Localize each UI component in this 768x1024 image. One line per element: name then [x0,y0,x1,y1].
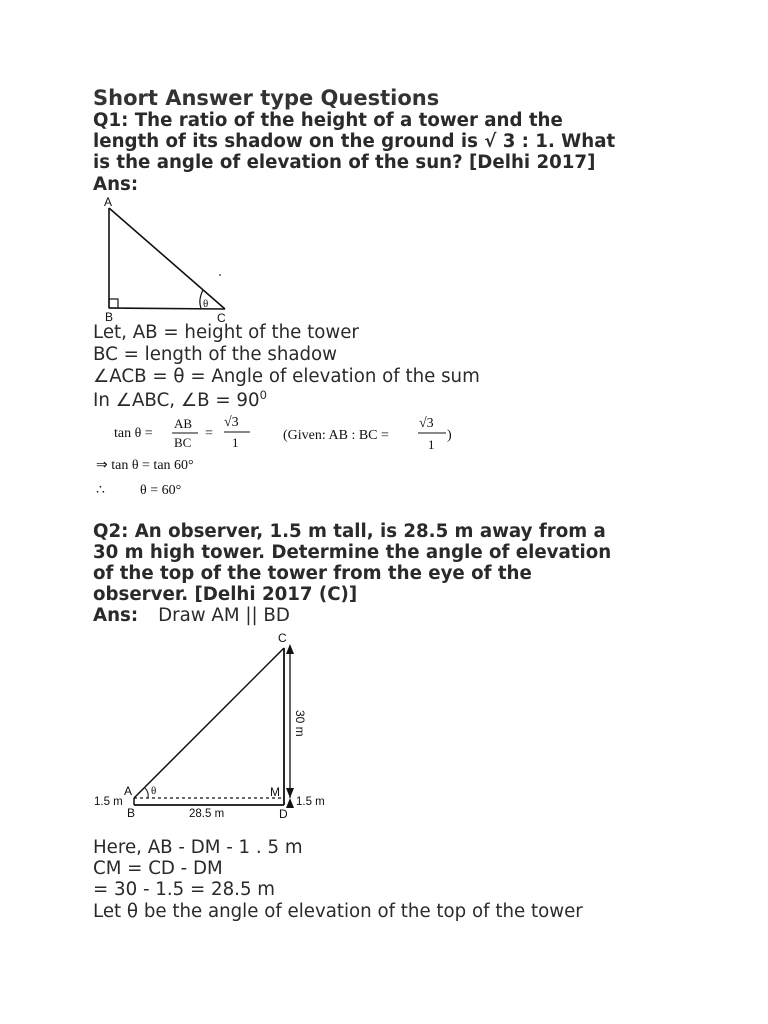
q2-line-3: of the top of the tower from the eye of the [93,563,532,584]
q2-tower-figure [94,628,344,824]
q2-arrow-head-top [286,644,294,654]
q1-in-abc-text: In ∠ABC, ∠B = 90 [93,390,260,411]
q1-triangle-figure [95,192,245,324]
q1-frac-ab: AB [174,416,193,431]
q1-solution-line-4 [93,390,267,410]
q1-right-angle-mark [109,299,118,308]
q1-frac-sqrt3: √3 [224,415,239,430]
q2-ans-label: Ans: [93,605,139,626]
q1-given-sqrt3: √3 [419,416,434,431]
q1-line-2: length of its shadow on the ground is √ 3 : 1. What [93,131,616,152]
q1-therefore-symbol: ∴ [96,483,105,498]
q2-line-2: 30 m high tower. Determine the angle of elevation [93,542,612,563]
q1-line-1: Q1: The ratio of the height of a tower and the [93,110,563,131]
q2-label-m: M [270,785,280,799]
q1-given-close: ) [447,428,452,443]
q2-line-of-sight [134,648,284,798]
q2-line-1: Q2: An observer, 1.5 m tall, is 28.5 m away from a [93,521,606,542]
q2-label-right-height: 1.5 m [296,796,325,808]
q1-given-one: 1 [428,437,435,452]
q1-result-line: θ = 60° [140,483,182,498]
q1-degree-superscript: 0 [259,388,267,402]
q1-tan-lhs: tan θ = [114,426,153,441]
q1-frac-one: 1 [232,435,239,450]
q1-solution-line-1: Let, AB = height of the tower [93,322,359,343]
q1-stray-dot [219,274,221,276]
q1-label-b: B [105,310,114,324]
q1-frac-bc: BC [174,435,192,450]
q1-line-3: is the angle of elevation of the sun? [Delhi 2017] [93,152,596,173]
q1-solution-line-2: BC = length of the shadow [93,344,338,365]
q2-ans-line [93,607,290,625]
q2-line-4: observer. [Delhi 2017 (C)] [93,584,358,605]
q2-label-tower-height: 30 m [293,710,307,737]
q2-label-base: 28.5 m [189,808,225,820]
q1-implies-line: ⇒ tan θ = tan 60° [96,458,194,473]
section-heading: Short Answer type Questions [93,86,440,110]
q2-angle-arc [145,788,148,798]
q2-label-theta: θ [151,785,157,797]
q2-solution-line-3: = 30 - 1.5 = 28.5 m [93,879,276,900]
q1-given-open: (Given: AB : BC = [283,428,389,443]
q1-solution-line-3: ∠ACB = θ = Angle of elevation of the sum [93,366,480,387]
q1-label-a: A [104,195,113,209]
q2-label-d: D [279,807,288,821]
q2-label-left-height: 1.5 m [94,796,123,808]
q1-ans-label: Ans: [93,174,139,195]
q2-solution-line-1: Here, AB - DM - 1 . 5 m [93,837,303,858]
q2-solution-line-4: Let θ be the angle of elevation of the top of the tower [93,901,583,922]
q1-label-c: C [217,311,226,325]
q1-label-theta: θ [203,298,209,310]
q1-equals: = [205,426,213,441]
q2-arrow-head-middle [286,788,294,798]
q2-label-b: B [127,806,136,820]
q2-solution-line-2: CM = CD - DM [93,858,223,879]
q2-label-a: A [124,784,133,798]
q1-math-block [96,410,480,502]
q2-label-c: C [278,631,287,645]
q1-hypotenuse-ac [109,208,225,309]
q2-ans-text: Draw AM || BD [158,605,290,626]
